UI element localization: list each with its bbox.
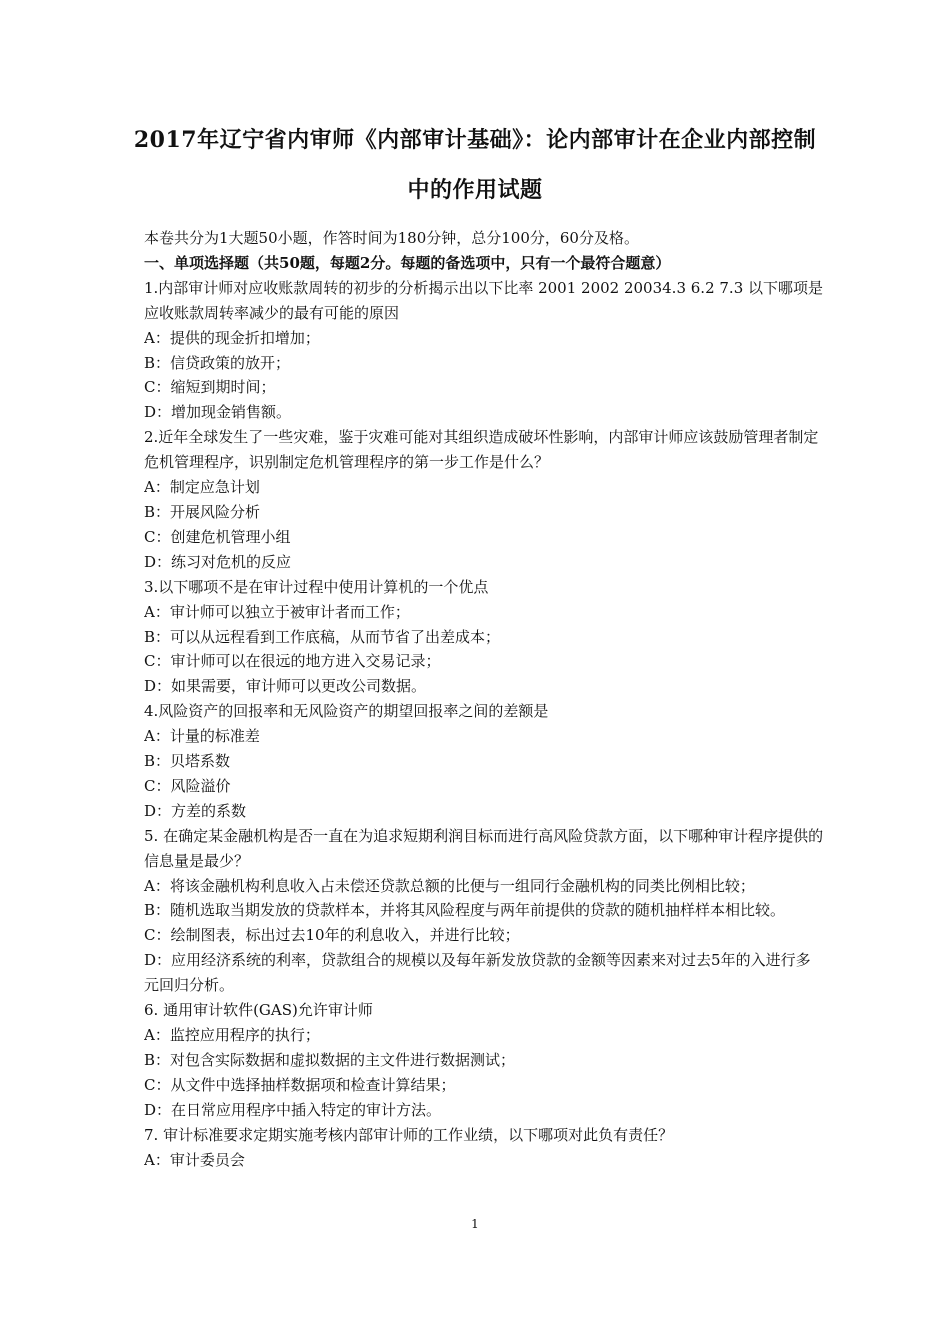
question-5-option-d: D：应用经济系统的利率，贷款组合的规模以及每年新发放贷款的金额等因素来对过去5年的入进行多元回归分析。 (144, 951, 811, 995)
section-heading: 一、单项选择题（共50题，每题2分。每题的备选项中，只有一个最符合题意） (144, 253, 671, 272)
document-title-line-1: 2017年辽宁省内审师《内部审计基础》：论内部审计在企业内部控制 (133, 127, 817, 153)
question-7-stem: 7. 审计标准要求定期实施考核内部审计师的工作业绩，以下哪项对此负有责任？ (144, 1125, 674, 1144)
question-4-option-a: A：计量的标准差 (144, 727, 260, 746)
question-3-option-d: D：如果需要，审计师可以更改公司数据。 (144, 677, 427, 696)
question-4-stem: 4.风险资产的回报率和无风险资产的期望回报率之间的差额是 (144, 702, 549, 721)
question-6-option-a: A：监控应用程序的执行； (144, 1026, 320, 1044)
question-1-stem: 1.内部审计师对应收账款周转的初步的分析揭示出以下比率 2001 2002 20034.3 6.2 7.3 以下哪项是应收账款周转率减少的最有可能的原因 (144, 278, 824, 322)
question-2-stem: 2.近年全球发生了一些灾难，鉴于灾难可能对其组织造成破坏性影响，内部审计师应该鼓励管理者制定危机管理程序，识别制定危机管理程序的第一步工作是什么？ (144, 428, 819, 472)
question-4-option-c: C：风险溢价 (144, 776, 231, 795)
question-1-option-c: C：缩短到期时间； (144, 378, 276, 397)
question-6-option-c: C：从文件中选择抽样数据项和检查计算结果； (144, 1075, 456, 1094)
question-4-option-d: D：方差的系数 (144, 801, 247, 820)
document-body (144, 226, 824, 1172)
question-2-option-a: A：制定应急计划 (144, 478, 260, 497)
question-2-option-d: D：练习对危机的反应 (144, 552, 292, 571)
question-3-option-b: B：可以从远程看到工作底稿，从而节省了出差成本； (144, 627, 501, 646)
document-title-line-2: 中的作用试题 (407, 177, 543, 203)
question-5-option-b: B：随机选取当期发放的贷款样本，并将其风险程度与两年前提供的贷款的随机抽样样本相比较。 (144, 901, 786, 920)
question-1-option-d: D：增加现金销售额。 (144, 403, 292, 422)
page-number: 1 (471, 1217, 479, 1231)
question-2-option-b: B：开展风险分析 (144, 502, 261, 521)
question-7-option-a: A：审计委员会 (144, 1150, 245, 1169)
question-5-option-a: A：将该金融机构利息收入占未偿还贷款总额的比便与一组同行金融机构的同类比例相比较； (144, 876, 755, 895)
question-3-option-c: C：审计师可以在很远的地方进入交易记录； (144, 652, 441, 671)
question-4-option-b: B：贝塔系数 (144, 752, 231, 771)
question-1-option-a: A：提供的现金折扣增加； (144, 328, 320, 347)
question-6-option-d: D：在日常应用程序中插入特定的审计方法。 (144, 1100, 442, 1119)
question-5-option-c: C：绘制图表，标出过去10年的利息收入，并进行比较； (144, 926, 520, 945)
question-2-option-c: C：创建危机管理小组 (144, 527, 291, 546)
question-3-stem: 3.以下哪项不是在审计过程中使用计算机的一个优点 (144, 577, 489, 596)
question-3-option-a: A：审计师可以独立于被审计者而工作； (144, 602, 410, 621)
question-6-option-b: B：对包含实际数据和虚拟数据的主文件进行数据测试； (144, 1050, 516, 1069)
question-6-stem: 6. 通用审计软件(GAS)允许审计师 (144, 1001, 373, 1020)
question-5-stem: 5. 在确定某金融机构是否一直在为追求短期利润目标而进行高风险贷款方面，以下哪种审计程序提供的信息量是最少？ (144, 826, 824, 870)
question-1-option-b: B：信贷政策的放开； (144, 353, 291, 372)
exam-intro: 本卷共分为1大题50小题，作答时间为180分钟，总分100分，60分及格。 (144, 229, 639, 247)
